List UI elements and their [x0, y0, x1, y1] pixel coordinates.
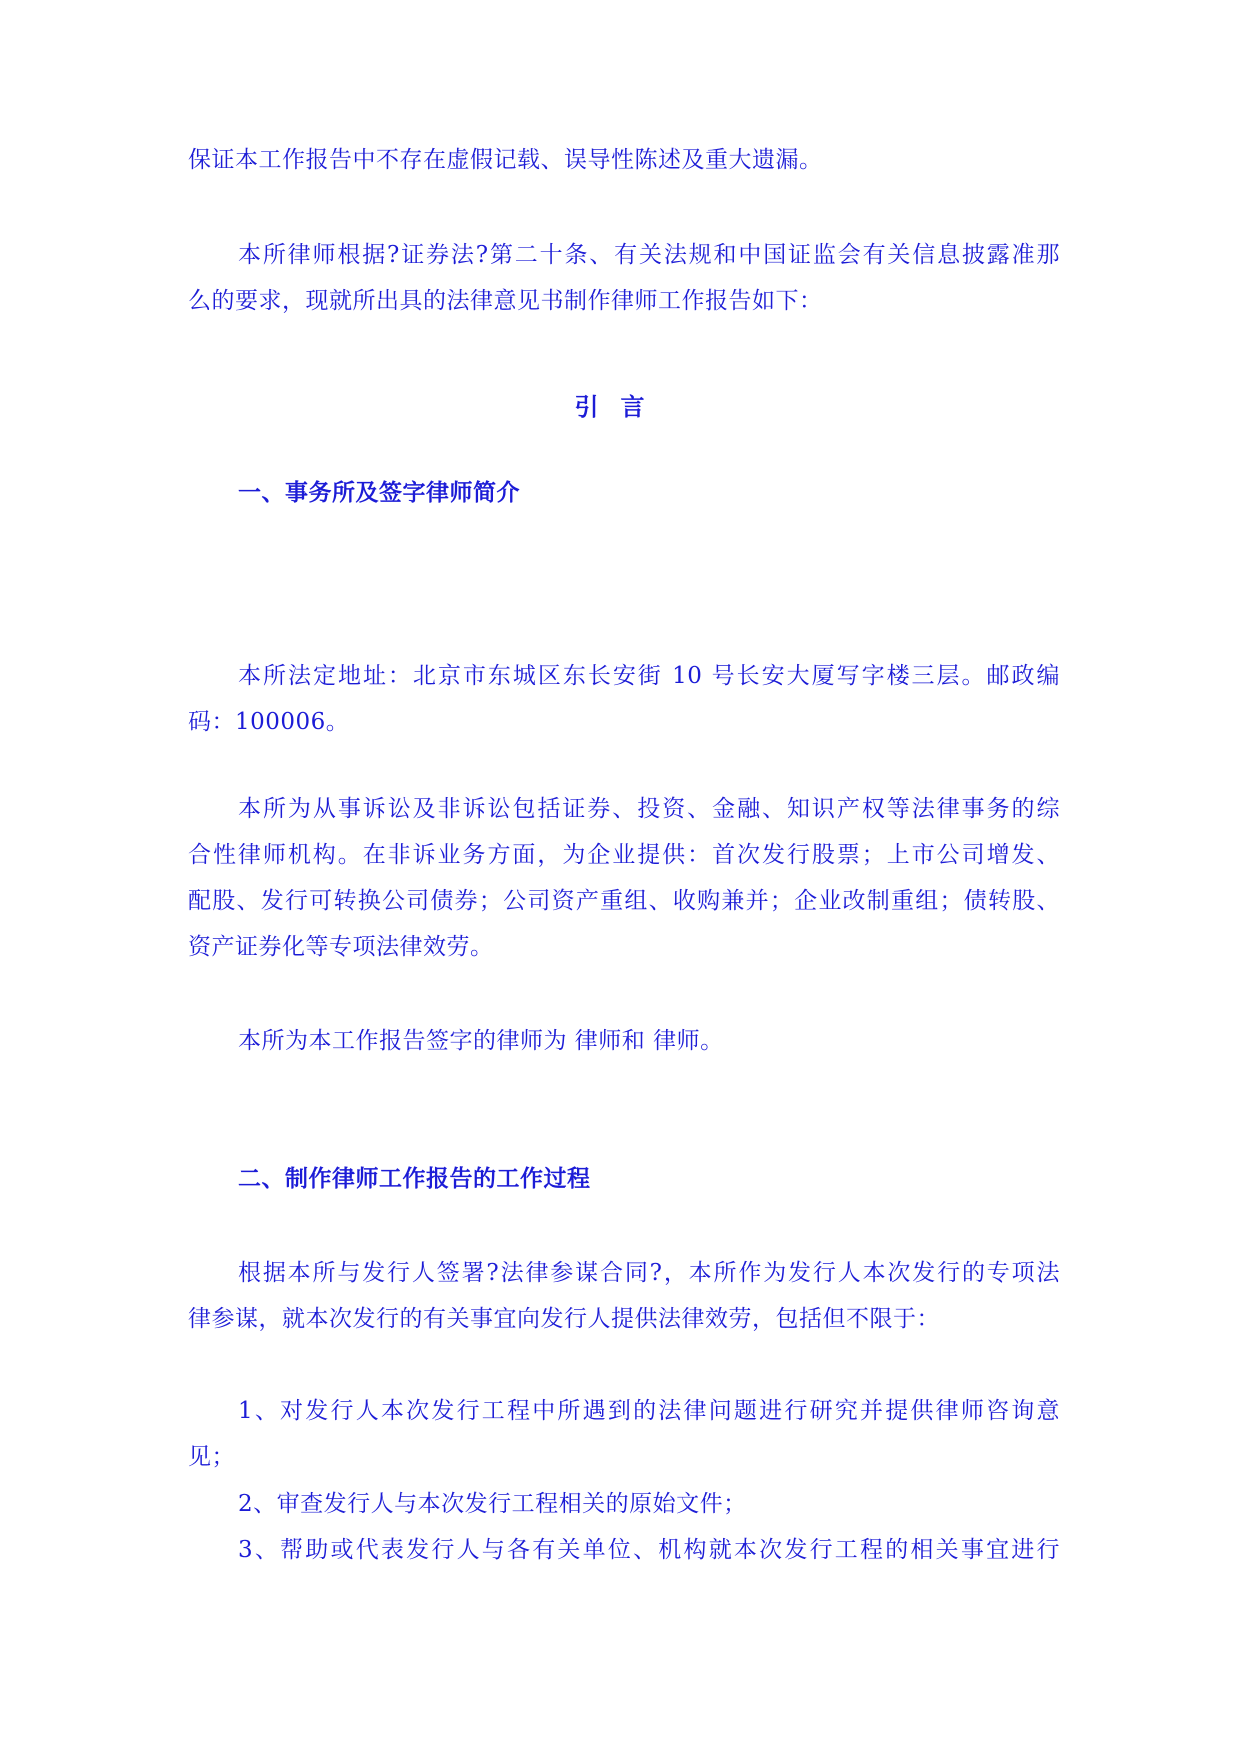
text-line: 码：100006。	[188, 709, 350, 735]
text-line: 本所为本工作报告签字的律师为 律师和 律师。	[238, 1028, 724, 1054]
heading-text: 一、事务所及签字律师简介	[238, 480, 520, 506]
list-item	[188, 1527, 1060, 1573]
paragraph-firm-business	[188, 786, 1060, 970]
text-line: 本所为从事诉讼及非诉讼包括证券、投资、金融、知识产权等法律事务的综	[238, 796, 1060, 822]
paragraph-address	[188, 653, 1060, 745]
text-line: 本所律师根据?证券法?第二十条、有关法规和中国证监会有关信息披露准那	[238, 242, 1060, 268]
text-line: 合性律师机构。在非诉业务方面，为企业提供：首次发行股票；上市公司增发、	[188, 842, 1060, 868]
heading-firm-intro	[188, 470, 1060, 516]
text-line: 保证本工作报告中不存在虚假记载、误导性陈述及重大遗漏。	[188, 147, 823, 173]
section-title: 引言	[574, 393, 667, 421]
heading-work-process	[188, 1156, 1060, 1202]
list-item	[188, 1481, 1060, 1527]
text-line: 配股、发行可转换公司债券；公司资产重组、收购兼并；企业改制重组；债转股、	[188, 888, 1060, 914]
text-line: 见；	[188, 1444, 235, 1470]
paragraph-intro	[188, 232, 1060, 324]
text-line: 2、审查发行人与本次发行工程相关的原始文件；	[238, 1491, 747, 1517]
text-line: 1、对发行人本次发行工程中所遇到的法律问题进行研究并提供律师咨询意	[238, 1398, 1060, 1424]
text-line: 根据本所与发行人签署?法律参谋合同?，本所作为发行人本次发行的专项法	[238, 1260, 1060, 1286]
text-line: 律参谋，就本次发行的有关事宜向发行人提供法律效劳，包括但不限于：	[188, 1306, 940, 1332]
text-line: 么的要求，现就所出具的法律意见书制作律师工作报告如下：	[188, 288, 823, 314]
paragraph-signing-lawyers	[188, 1018, 1060, 1064]
text-line: 资产证券化等专项法律效劳。	[188, 934, 494, 960]
paragraph-engagement	[188, 1250, 1060, 1342]
paragraph-continuation	[188, 137, 1060, 183]
text-line: 本所法定地址：北京市东城区东长安街 10 号长安大厦写字楼三层。邮政编	[238, 663, 1060, 689]
heading-text: 二、制作律师工作报告的工作过程	[238, 1166, 591, 1192]
text-line: 3、帮助或代表发行人与各有关单位、机构就本次发行工程的相关事宜进行	[238, 1537, 1060, 1563]
list-item	[188, 1388, 1060, 1480]
